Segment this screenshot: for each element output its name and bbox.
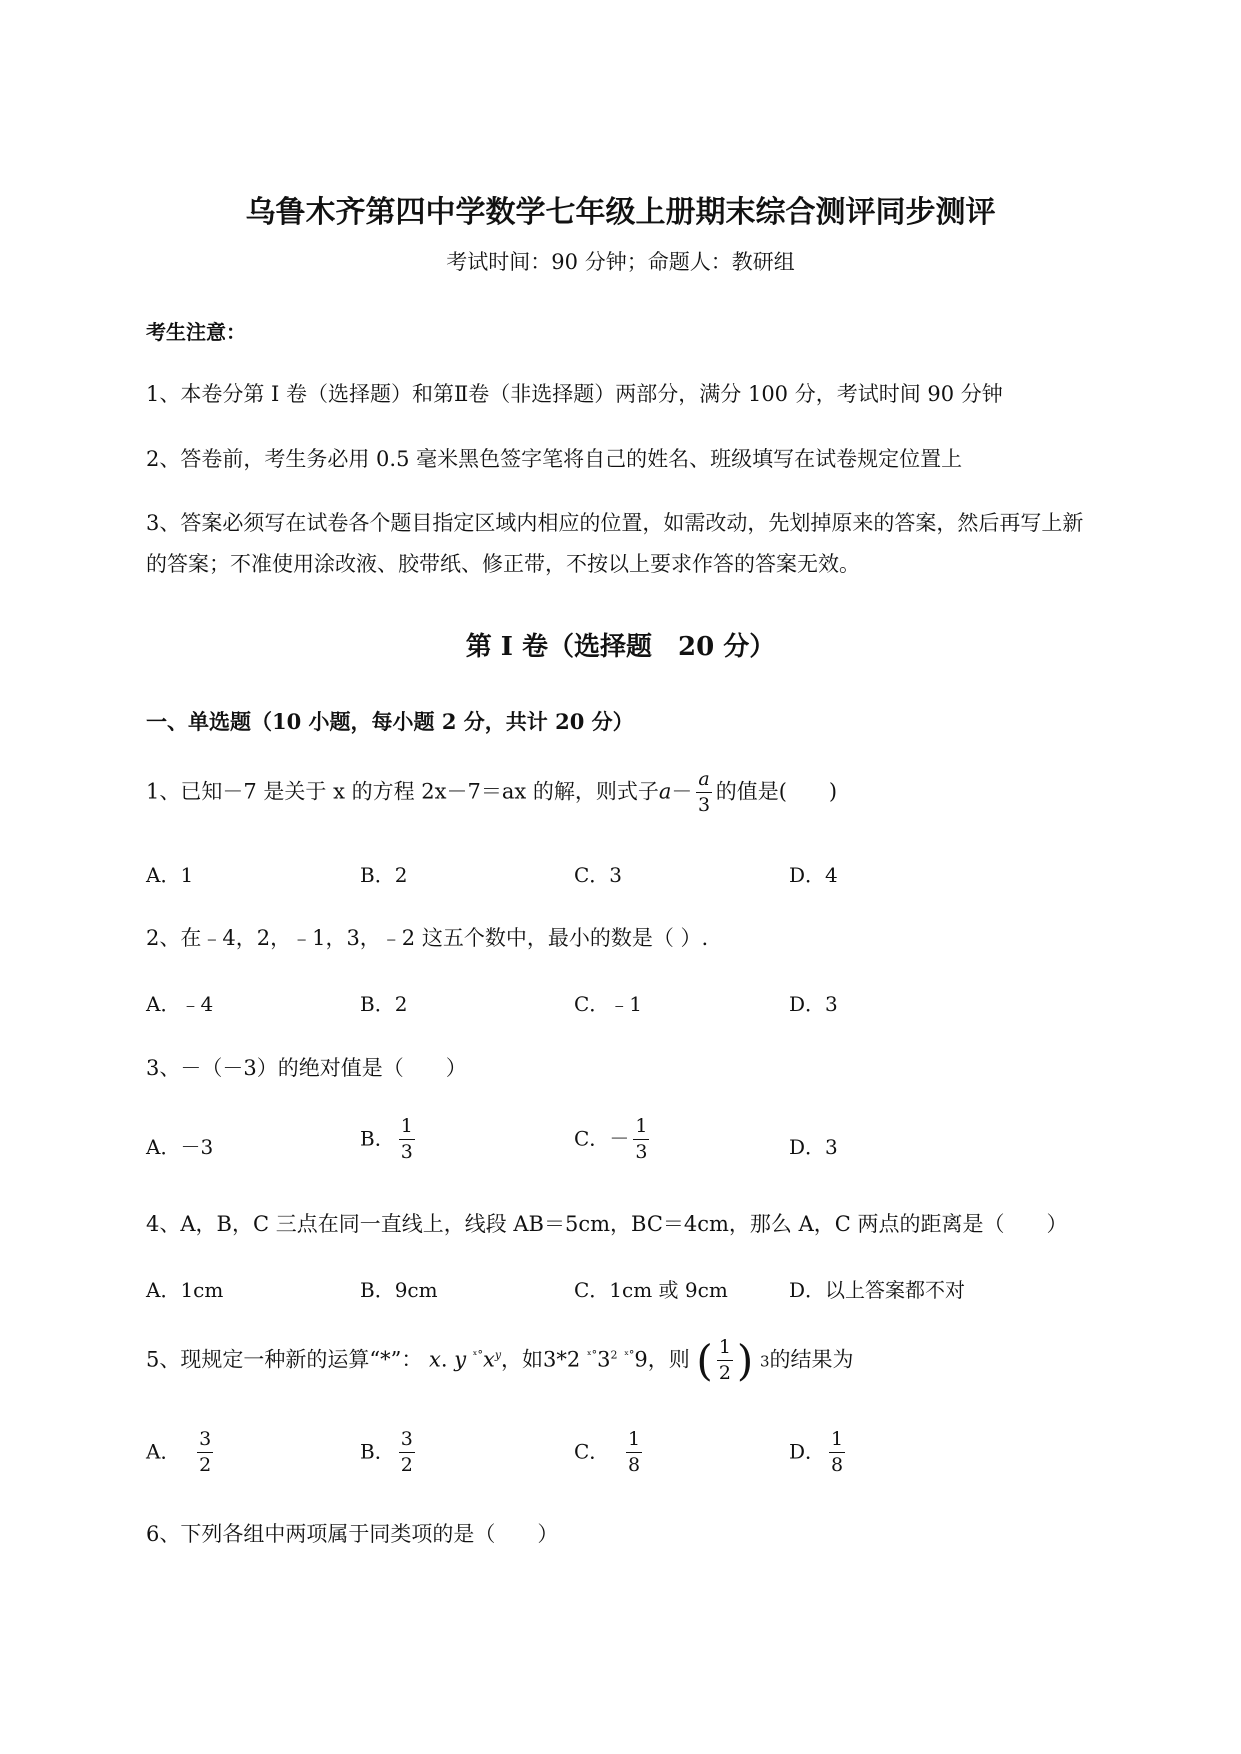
part-title: 一、单选题（10 小题，每小题 2 分，共计 20 分） [146, 709, 634, 734]
question-5-stem: 5、现规定一种新的运算“*”： x. y $^{ˣ^\circ}x^y$，如3*2 $^{ˣ^\circ}3^2$ $^{ˣ^\circ}$9，则 ( $\frac{1}{2}$ ) 3的结果为 [146, 1335, 854, 1385]
exam-subtitle: 考试时间：90 分钟；命题人：教研组 [446, 250, 795, 274]
question-5-option-d[interactable]: D． $\frac{1}{8}$ [789, 1428, 844, 1476]
question-5-option-c[interactable]: C． $\frac{1}{8}$ [574, 1428, 641, 1476]
note-item-3: 3、答案必须写在试卷各个题目指定区域内相应的位置，如需改动，先划掉原来的答案，然后再写上新 [146, 511, 1084, 535]
question-1-option-d[interactable]: D．4 [789, 863, 838, 887]
question-3-stem: 3、－（－3）的绝对值是（ ） [146, 1056, 467, 1080]
question-1-fraction: $\frac{a}{3}$ [698, 768, 711, 816]
notes-heading: 考生注意： [146, 320, 246, 344]
section-title: 第 I 卷（选择题 20 分） [465, 632, 776, 662]
question-4-option-b[interactable]: B．9cm [360, 1278, 438, 1302]
question-3-option-b[interactable]: B． $\frac{1}{3}$ [360, 1115, 413, 1163]
question-1-option-c[interactable]: C．3 [574, 863, 623, 887]
question-3-option-d[interactable]: D．3 [789, 1135, 838, 1159]
question-4-option-c[interactable]: C．1cm 或 9cm [574, 1278, 728, 1302]
question-5-option-b[interactable]: B． $\frac{3}{2}$ [360, 1428, 413, 1476]
question-2-option-a[interactable]: A．﹣4 [146, 992, 214, 1016]
question-2-option-d[interactable]: D．3 [789, 992, 838, 1016]
question-3-option-a[interactable]: A．－3 [146, 1135, 214, 1159]
question-5-option-a[interactable]: A． $\frac{3}{2}$ [146, 1428, 212, 1476]
question-4-option-a[interactable]: A．1cm [146, 1278, 224, 1302]
question-2-option-c[interactable]: C．﹣1 [574, 992, 643, 1016]
question-4-stem: 4、A，B，C 三点在同一直线上，线段 AB＝5cm，BC＝4cm，那么 A，C 两点的距离是（ ） [146, 1212, 1068, 1236]
question-5-right-paren: ) [736, 1335, 754, 1385]
question-3-option-c[interactable]: C．－ $\frac{1}{3}$ [574, 1115, 648, 1163]
note-item-2: 2、答卷前，考生务必用 0.5 毫米黑色签字笔将自己的姓名、班级填写在试卷规定位置上 [146, 447, 963, 471]
question-2-stem: 2、在﹣4，2，﹣1，3，﹣2 这五个数中，最小的数是（ ）. [146, 926, 709, 950]
question-2-option-b[interactable]: B．2 [360, 992, 408, 1016]
exam-title: 乌鲁木齐第四中学数学七年级上册期末综合测评同步测评 [245, 195, 996, 230]
question-4-option-d[interactable]: D．以上答案都不对 [789, 1278, 966, 1302]
question-1-option-b[interactable]: B．2 [360, 863, 408, 887]
note-item-1: 1、本卷分第 I 卷（选择题）和第Ⅱ卷（非选择题）两部分，满分 100 分，考试时间 90 分钟 [146, 382, 1003, 406]
note-item-3-cont: 的答案；不准使用涂改液、胶带纸、修正带，不按以上要求作答的答案无效。 [146, 552, 860, 576]
question-1-option-a[interactable]: A．1 [146, 863, 194, 887]
question-5-left-paren: ( [696, 1335, 713, 1385]
question-5-fraction: $\frac{1}{2}$ [718, 1336, 731, 1384]
question-6-stem: 6、下列各组中两项属于同类项的是（ ） [146, 1522, 559, 1546]
question-1-stem: 1、已知－7 是关于 x 的方程 2x－7＝ax 的解，则式子a－ $\frac{a}{3}$ 的值是( ) [146, 768, 838, 816]
